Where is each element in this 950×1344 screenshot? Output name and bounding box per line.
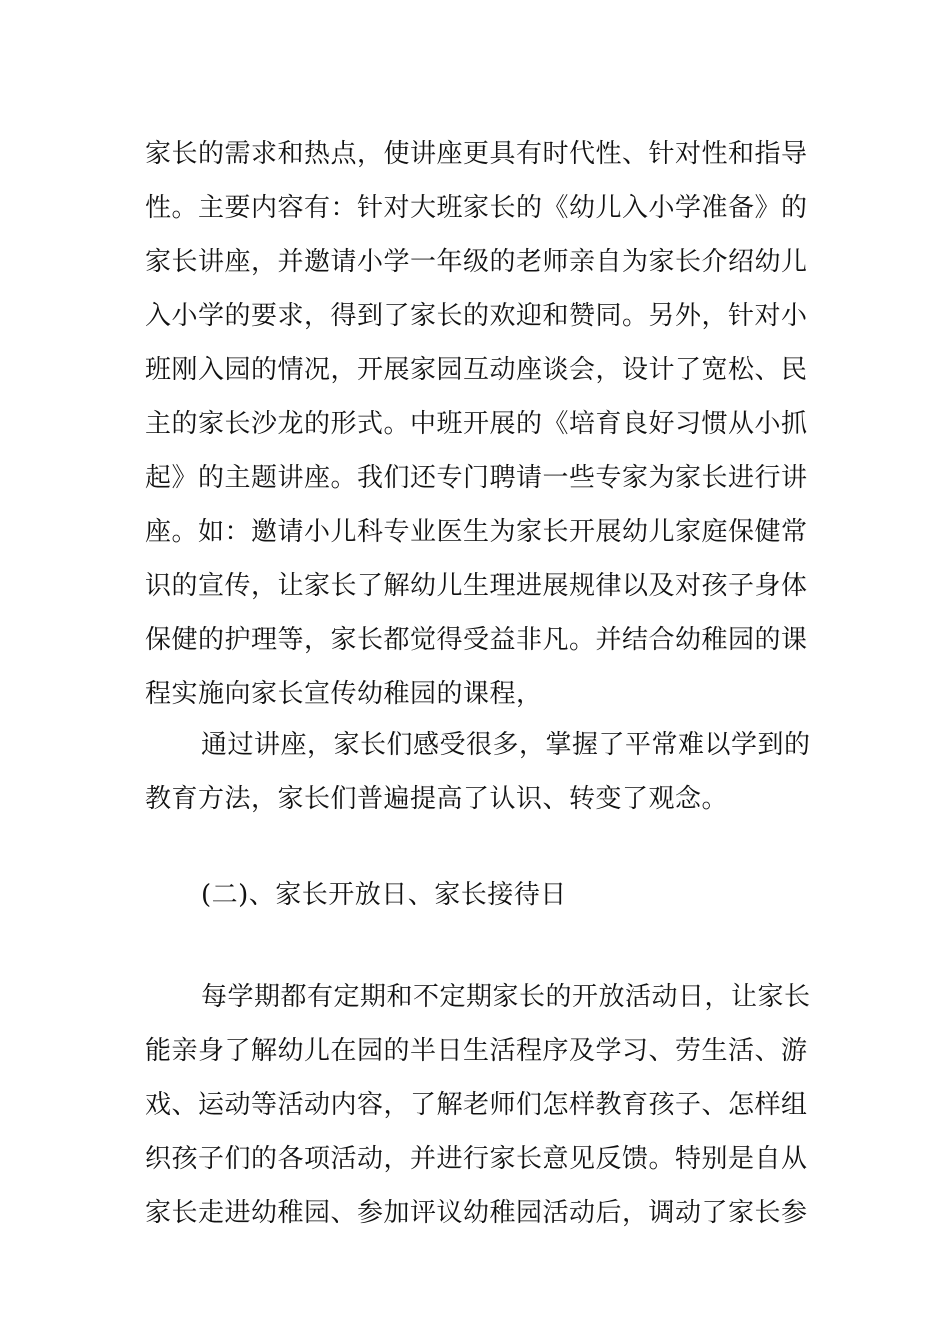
text-line: 家长讲座，并邀请小学一年级的老师亲自为家长介绍幼儿 [145, 247, 808, 277]
text-line: 入小学的要求，得到了家长的欢迎和赞同。另外，针对小 [145, 301, 808, 331]
text-line: 程实施向家长宣传幼稚园的课程， [145, 679, 543, 709]
section-heading: (二)、家长开放日、家长接待日 [201, 880, 567, 910]
text-line: 性。主要内容有：针对大班家长的《幼儿入小学准备》的 [145, 193, 808, 223]
text-line: 识的宣传，让家长了解幼儿生理进展规律以及对孩子身体 [145, 571, 808, 601]
paragraph-parent-lectures [145, 127, 815, 721]
text-line: 家长的需求和热点，使讲座更具有时代性、针对性和指导 [145, 139, 808, 169]
text-line: 主的家长沙龙的形式。中班开展的《培育良好习惯从小抓 [145, 409, 808, 439]
text-line: 通过讲座，家长们感受很多，掌握了平常难以学到的 [201, 730, 811, 760]
text-line: 保健的护理等，家长都觉得受益非凡。并结合幼稚园的课 [145, 625, 808, 655]
text-line: 教育方法，家长们普遍提高了认识、转变了观念。 [145, 784, 729, 814]
text-line: 每学期都有定期和不定期家长的开放活动日，让家长 [201, 982, 811, 1012]
text-line: 织孩子们的各项活动，并进行家长意见反馈。特别是自从 [145, 1144, 808, 1174]
text-line: 起》的主题讲座。我们还专门聘请一些专家为家长进行讲 [145, 463, 808, 493]
text-line: 座。如：邀请小儿科专业医生为家长开展幼儿家庭保健常 [145, 517, 808, 547]
text-line: 能亲身了解幼儿在园的半日生活程序及学习、劳生活、游 [145, 1036, 808, 1066]
paragraph-open-day [145, 970, 815, 1240]
text-line: 家长走进幼稚园、参加评议幼稚园活动后，调动了家长参 [145, 1198, 808, 1228]
text-line: 戏、运动等活动内容，了解老师们怎样教育孩子、怎样组 [145, 1090, 808, 1120]
paragraph-lecture-results [145, 718, 815, 826]
section-heading-open-day [145, 868, 815, 922]
text-line: 班刚入园的情况，开展家园互动座谈会，设计了宽松、民 [145, 355, 808, 385]
